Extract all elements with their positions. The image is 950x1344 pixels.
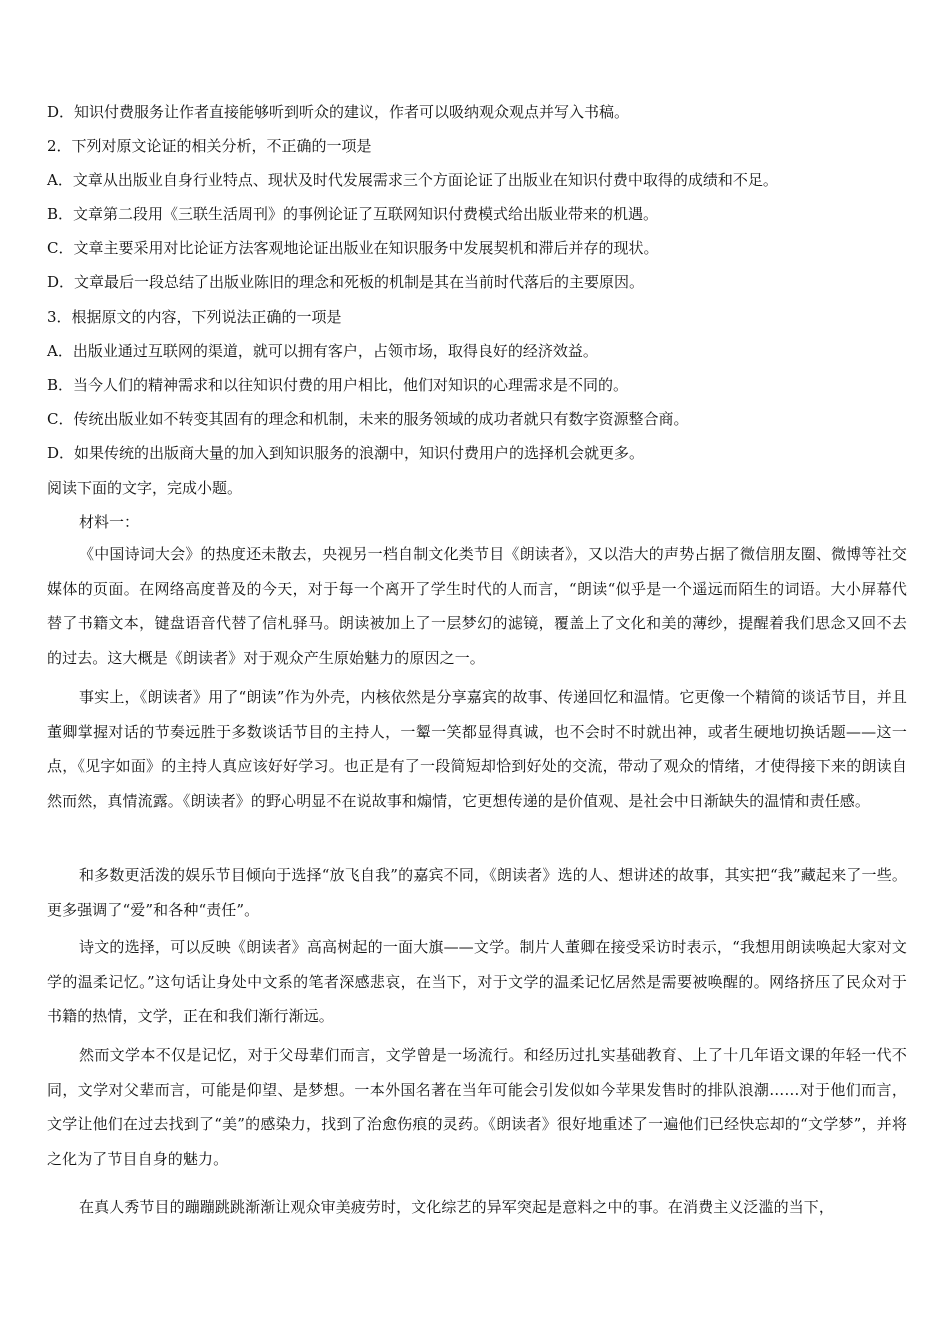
material-label: 材料一： (79, 513, 140, 531)
q3-option-c: C．传统出版业如不转变其固有的理念和机制，未来的服务领域的成功者就只有数字资源整合商。 (47, 410, 689, 428)
q2-option-a: A．文章从出版业自身行业特点、现状及时代发展需求三个方面论证了出版业在知识付费中取得的成绩和不足。 (47, 171, 778, 189)
paragraph: 事实上，《朗读者》用了“朗读”作为外壳，内核依然是分享嘉宾的故事、传递回忆和温情。它更像一个精简的谈话节目，并且董卿掌握对话的节奏远胜于多数谈话节目的主持人，一颦一笑都显得真诚，也不会时不时就出神，或者生硬地切换话题——这一点，《见字如面》的主持人真应该好好学习。也正是有了一段简短却恰到好处的交流，带动了观众的情绪，才使得接下来的朗读自然而然，真情流露。《朗读者》的野心明显不在说故事和煽情，它更想传递的是价值观、是社会中日渐缺失的温情和责任感。 (47, 688, 907, 810)
q2-option-b: B．文章第二段用《三联生活周刊》的事例论证了互联网知识付费模式给出版业带来的机遇。 (47, 205, 659, 223)
paragraph: 诗文的选择，可以反映《朗读者》高高树起的一面大旗——文学。制片人董卿在接受采访时表示，“我想用朗读唤起大家对文学的温柔记忆。”这句话让身处中文系的笔者深感悲哀，在当下，对于文学的温柔记忆居然是需要被唤醒的。网络挤压了民众对于书籍的热情，文学，正在和我们渐行渐远。 (47, 938, 907, 1025)
q3-option-d: D．如果传统的出版商大量的加入到知识服务的浪潮中，知识付费用户的选择机会就更多。 (47, 444, 645, 462)
q1-option-d: D．知识付费服务让作者直接能够听到听众的建议，作者可以吸纳观众观点并写入书稿。 (47, 103, 630, 121)
question-3-stem: 3．根据原文的内容，下列说法正确的一项是 (47, 308, 342, 326)
q2-option-d: D．文章最后一段总结了出版业陈旧的理念和死板的机制是其在当前时代落后的主要原因。 (47, 273, 645, 291)
reading-instruction: 阅读下面的文字，完成小题。 (47, 479, 243, 497)
paragraph: 《中国诗词大会》的热度还未散去，央视另一档自制文化类节目《朗读者》，又以浩大的声势占据了微信朋友圈、微博等社交媒体的页面。在网络高度普及的今天，对于每一个离开了学生时代的人而言，“朗读“似乎是一个遥远而陌生的词语。大小屏幕代替了书籍文本，键盘语音代替了信札驿马。朗读被加上了一层梦幻的滤镜，覆盖上了文化和美的薄纱，提醒着我们思念又回不去的过去。这大概是《朗读者》对于观众产生原始魅力的原因之一。 (47, 545, 907, 667)
paragraph: 然而文学本不仅是记忆，对于父母辈们而言，文学曾是一场流行。和经历过扎实基础教育、上了十几年语文课的年轻一代不同，文学对父辈而言，可能是仰望、是梦想。一本外国名著在当年可能会引发似如今苹果发售时的排队浪潮……对于他们而言，文学让他们在过去找到了“美”的感染力，找到了治愈伤痕的灵药。《朗读者》很好地重述了一遍他们已经快忘却的“文学梦”，并将之化为了节目自身的魅力。 (47, 1046, 907, 1168)
q3-option-b: B．当今人们的精神需求和以往知识付费的用户相比，他们对知识的心理需求是不同的。 (47, 376, 629, 394)
q3-option-a: A．出版业通过互联网的渠道，就可以拥有客户，占领市场，取得良好的经济效益。 (47, 342, 598, 360)
paragraph: 和多数更活泼的娱乐节目倾向于选择“放飞自我”的嘉宾不同，《朗读者》选的人、想讲述的故事，其实把“我”藏起来了一些。更多强调了“爱”和各种“责任”。 (47, 866, 907, 919)
question-2-stem: 2．下列对原文论证的相关分析，不正确的一项是 (47, 137, 372, 155)
paragraph: 在真人秀节目的蹦蹦跳跳渐渐让观众审美疲劳时，文化综艺的异军突起是意料之中的事。在消费主义泛滥的当下， (79, 1198, 835, 1216)
q2-option-c: C．文章主要采用对比论证方法客观地论证出版业在知识服务中发展契机和滞后并存的现状。 (47, 239, 659, 257)
